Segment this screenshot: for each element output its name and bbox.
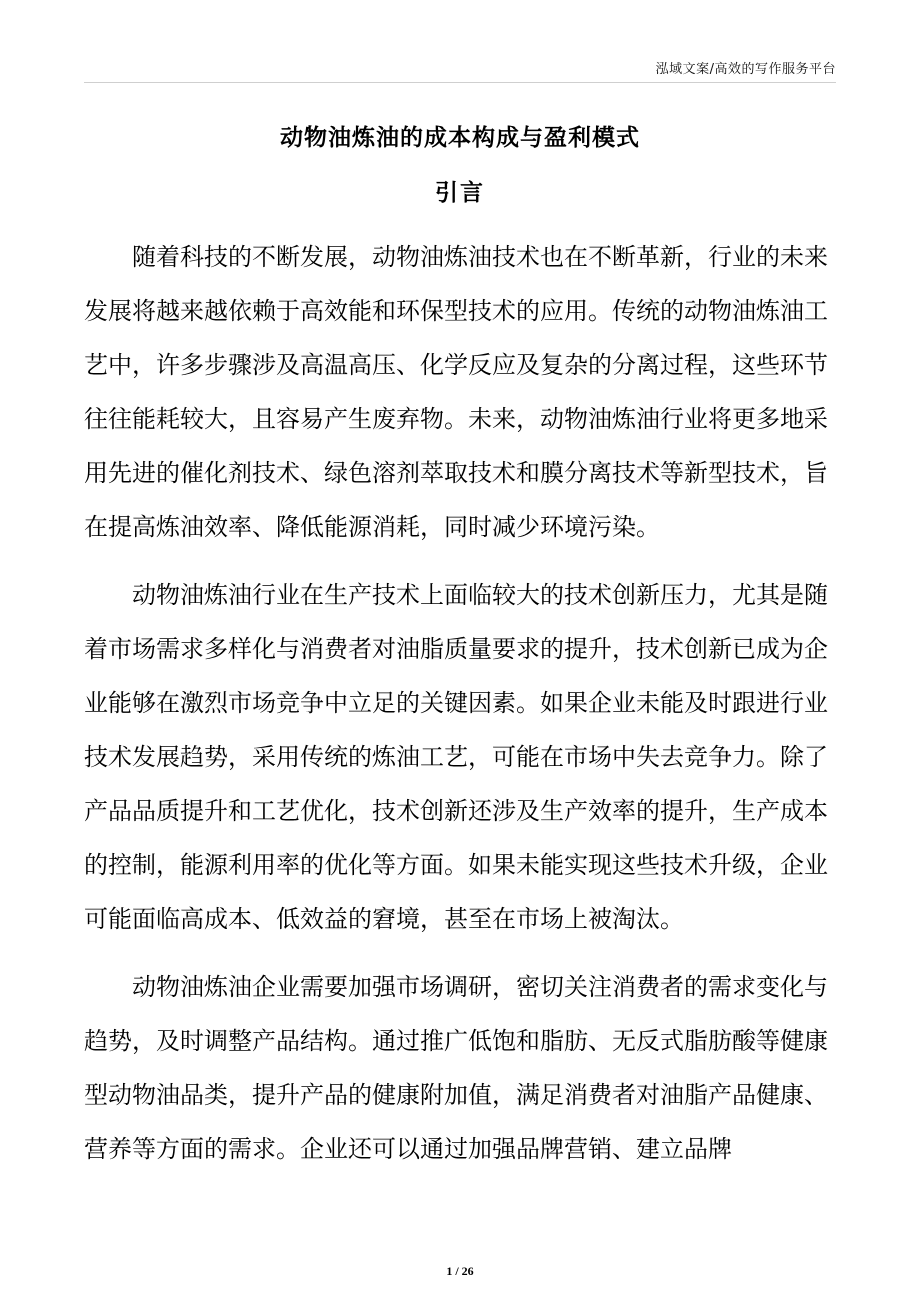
document-body	[84, 230, 828, 1176]
document-title: 动物油炼油的成本构成与盈利模式	[280, 125, 640, 151]
section-heading: 引言	[435, 180, 485, 206]
page-indicator: 1 / 26	[446, 1264, 474, 1278]
paragraph: 随着科技的不断发展，动物油炼油技术也在不断革新，行业的未来发展将越来越依赖于高效能和环保型技术的应用。传统的动物油炼油工艺中，许多步骤涉及高温高压、化学反应及复杂的分离过程，这些环节往往能耗较大，且容易产生废弃物。未来，动物油炼油行业将更多地采用先进的催化剂技术、绿色溶剂萃取技术和膜分离技术等新型技术，旨在提高炼油效率、降低能源消耗，同时减少环境污染。	[84, 243, 828, 541]
header-divider	[84, 82, 836, 83]
paragraph: 动物油炼油企业需要加强市场调研，密切关注消费者的需求变化与趋势，及时调整产品结构。通过推广低饱和脂肪、无反式脂肪酸等健康型动物油品类，提升产品的健康附加值，满足消费者对油脂产品健康、营养等方面的需求。企业还可以通过加强品牌营销、建立品牌	[84, 973, 828, 1163]
header-brand: 泓域文案/高效的写作服务平台	[655, 62, 836, 77]
paragraph: 动物油炼油行业在生产技术上面临较大的技术创新压力，尤其是随着市场需求多样化与消费者对油脂质量要求的提升，技术创新已成为企业能够在激烈市场竞争中立足的关键因素。如果企业未能及时跟进行业技术发展趋势，采用传统的炼油工艺，可能在市场中失去竞争力。除了产品品质提升和工艺优化，技术创新还涉及生产效率的提升，生产成本的控制，能源利用率的优化等方面。如果未能实现这些技术升级，企业可能面临高成本、低效益的窘境，甚至在市场上被淘汰。	[84, 581, 828, 933]
